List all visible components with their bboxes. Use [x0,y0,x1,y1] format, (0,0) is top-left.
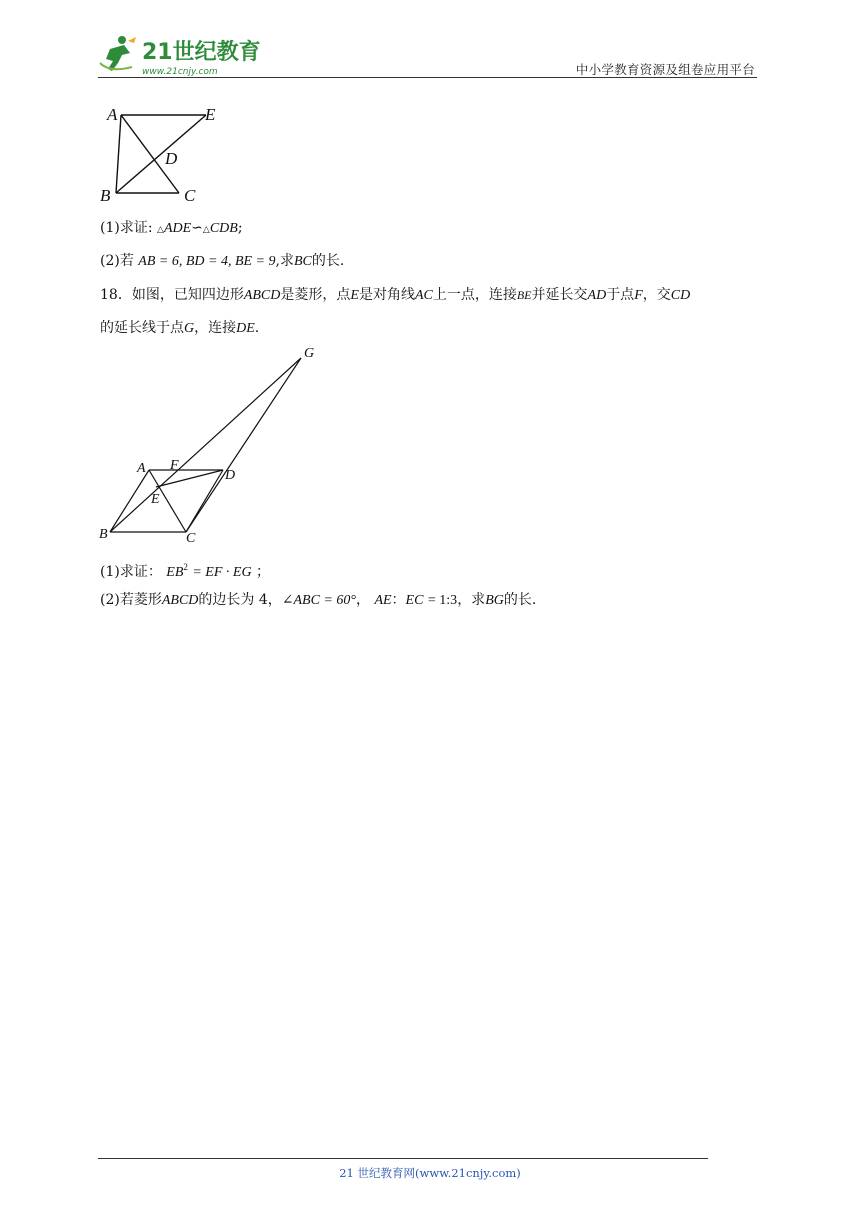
q18-stem-line1: 18．如图，已知四边形ABCD是菱形，点E是对角线AC上一点，连接BE并延长交AD于点F，交CD [100,287,691,303]
label-a: A [107,105,118,124]
figure-2 [96,342,326,550]
header-tagline: 中小学教育资源及组卷应用平台 [575,62,755,77]
runner-icon [100,36,136,71]
label-d: D [165,149,178,168]
label-c: C [186,531,196,546]
label-a: A [137,461,146,476]
q17-part2: (2)若 AB = 6, BD = 4, BE = 9,求BC的长. [100,253,345,269]
figure-1 [96,100,236,210]
header-divider [98,77,757,78]
label-e: E [151,492,160,507]
footer-divider [98,1158,708,1159]
q18-stem-line2: 的延长线于点G，连接DE. [100,320,260,336]
label-g: G [304,346,315,361]
label-b: B [99,527,108,542]
label-b: B [100,186,111,205]
triangle-icon: △ [202,225,210,235]
footer-text: 21 世纪教育网(www.21cnjy.com) [339,1166,521,1180]
q17-part1: (1)求证: △ADE∽△CDB; [100,220,243,236]
q18-part1: (1)求证： $EB^2$ = EF · EG ； [100,562,271,580]
label-f: F [170,458,179,473]
q18-part2: (2)若菱形ABCD的边长为 4，∠ABC = 60°， AE：EC = 1:3，求BG的长. [100,592,537,608]
label-d: D [225,468,236,483]
logo-url: www.21cnjy.com [142,67,218,77]
label-c: C [184,186,196,205]
site-logo [92,33,262,79]
label-e: E [205,105,216,124]
logo-text: 21世纪教育 [142,40,261,65]
triangle-icon: △ [157,225,164,235]
